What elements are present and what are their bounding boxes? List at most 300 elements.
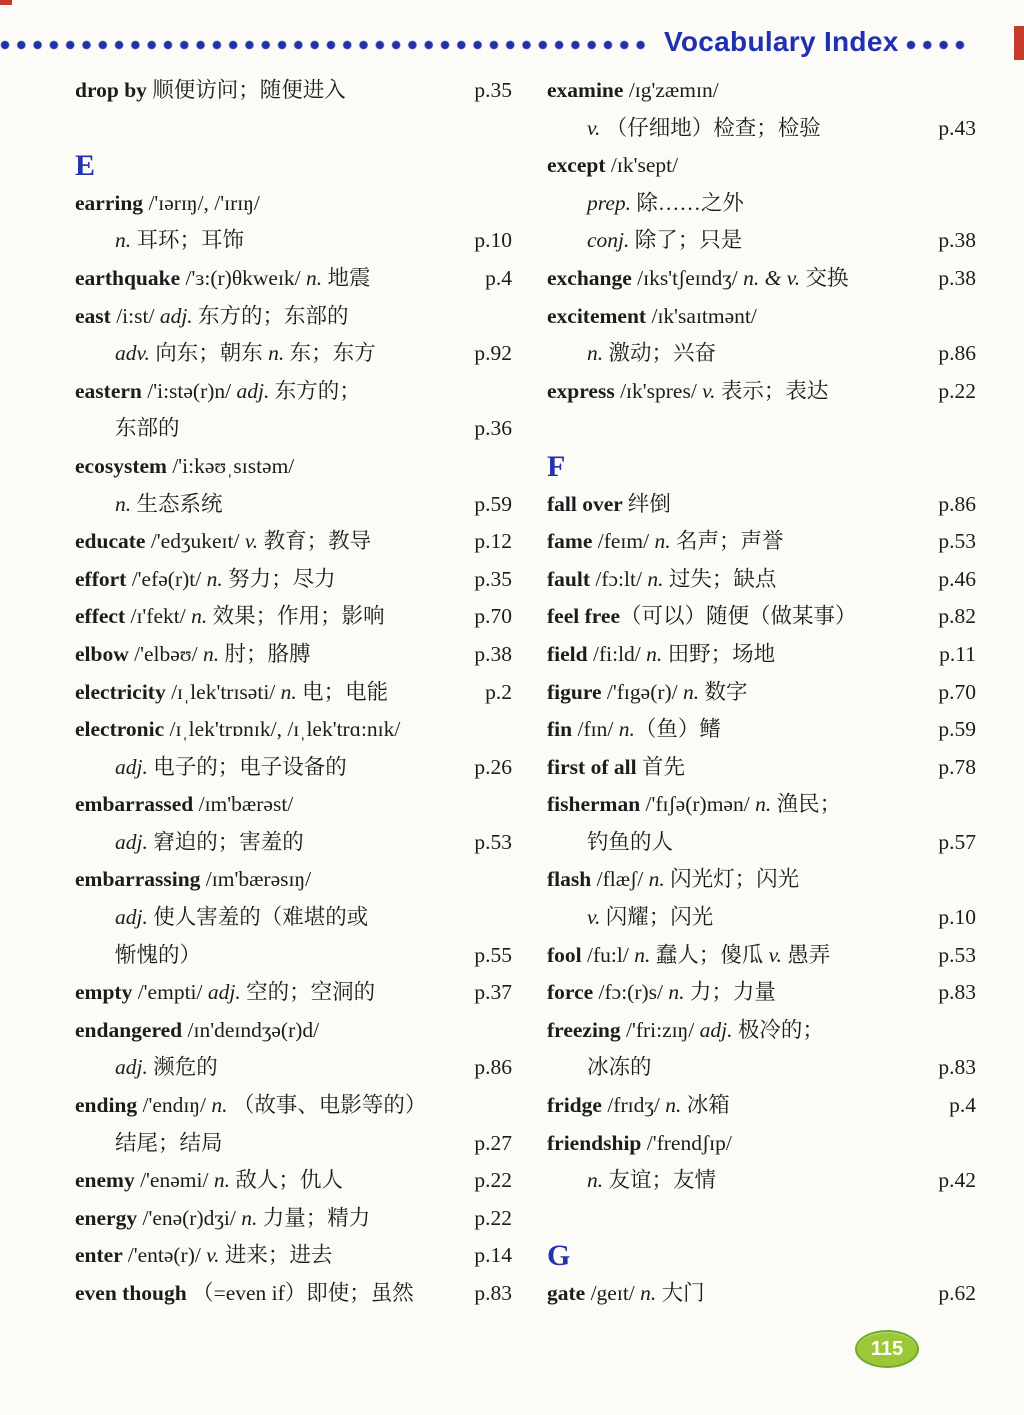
pos-label: adj. — [159, 303, 199, 328]
entry-fragment: 数字 — [704, 679, 748, 704]
vocab-entry-line — [547, 674, 976, 712]
entry-text — [75, 72, 466, 110]
vocab-entry-line — [75, 974, 512, 1012]
entry-text — [75, 711, 512, 749]
pos-label: n. — [587, 341, 609, 366]
pos-label: adj. — [115, 754, 154, 779]
entry-text — [547, 147, 976, 185]
entry-fragment: /fɪn/ — [577, 717, 619, 742]
page-ref: p.86 — [474, 1055, 512, 1080]
headword: fisherman — [547, 792, 646, 817]
page-ref: p.59 — [474, 491, 512, 516]
entry-text — [75, 222, 466, 260]
vocab-entry-line — [547, 899, 976, 937]
entry-fragment: （故事、电影等的） — [232, 1093, 427, 1118]
headword: first of all — [547, 754, 642, 779]
headword: earring — [75, 190, 149, 215]
vocab-entry-line — [75, 1162, 512, 1200]
entry-fragment: 向东；朝东 — [155, 341, 269, 366]
entry-fragment: 窘迫的；害羞的 — [153, 829, 304, 854]
page-edge-mark-top-right — [1014, 26, 1024, 60]
entry-fragment: 顺便访问；随便进入 — [152, 78, 346, 102]
entry-fragment: 钓鱼的人 — [587, 829, 674, 854]
entry-fragment: 愚弄 — [787, 942, 831, 967]
pos-label: v. — [587, 905, 606, 930]
entry-text — [547, 636, 931, 674]
pos-label: n. — [306, 265, 328, 290]
pos-label: n. — [654, 529, 676, 554]
entry-fragment: 耳环；耳饰 — [136, 228, 245, 253]
vocab-entry-line — [547, 937, 976, 975]
spacer-row — [547, 1200, 976, 1238]
headword: elbow — [75, 641, 135, 666]
entry-fragment: /feɪm/ — [597, 529, 655, 554]
vocab-entry-line — [75, 1125, 512, 1163]
entry-fragment: 除了；只是 — [634, 228, 743, 253]
vocab-entry-line — [547, 711, 976, 749]
page-ref: p.92 — [474, 341, 512, 366]
entry-fragment: /ɪn'deɪndʒə(r)d/ — [187, 1017, 320, 1042]
entry-fragment: 极冷的； — [737, 1017, 824, 1042]
page-ref: p.4 — [949, 1093, 976, 1118]
vocab-entry-line — [547, 786, 976, 824]
page-ref: p.53 — [938, 942, 976, 967]
page-ref: p.62 — [938, 1281, 976, 1305]
headword: friendship — [547, 1130, 647, 1155]
pos-label: n. & v. — [743, 265, 806, 290]
page-ref: p.4 — [485, 265, 512, 290]
page-ref: p.53 — [474, 829, 512, 854]
entry-fragment: 力；力量 — [689, 980, 776, 1005]
vocab-entry-line — [547, 1049, 976, 1087]
pos-label: adj. — [207, 980, 247, 1005]
page-ref: p.37 — [474, 980, 512, 1005]
headword: educate — [75, 529, 151, 554]
vocab-entry-line — [547, 72, 976, 110]
pos-label: adj. — [115, 829, 154, 854]
spacer-row — [547, 410, 976, 448]
entry-text — [547, 561, 930, 599]
pos-label: n. — [206, 566, 229, 591]
section-letter: G — [547, 1239, 571, 1273]
vocab-entry-line — [75, 749, 512, 787]
entry-text — [75, 1125, 466, 1163]
entry-text — [75, 824, 466, 862]
headword: field — [547, 641, 593, 666]
entry-fragment: 闪耀；闪光 — [605, 905, 714, 930]
entry-text — [547, 861, 976, 899]
headword: flash — [547, 867, 597, 892]
headword: even though — [75, 1281, 193, 1305]
entry-fragment: 田野；场地 — [667, 641, 776, 666]
vocab-entry-line — [75, 410, 512, 448]
entry-fragment: 交换 — [805, 265, 849, 290]
vocab-entry-line — [75, 598, 512, 636]
vocab-entry-line — [75, 824, 512, 862]
pos-label: n. — [587, 1168, 609, 1193]
entry-fragment: 进来；进去 — [224, 1243, 333, 1268]
vocab-entry-line — [547, 1012, 976, 1050]
entry-fragment: 过失；缺点 — [668, 566, 777, 591]
pos-label: n. — [115, 491, 137, 516]
pos-label: n. — [683, 679, 705, 704]
entry-fragment: 东方的； — [274, 378, 361, 403]
entry-text — [75, 486, 466, 524]
vocab-entry-line — [75, 561, 512, 599]
entry-text — [75, 410, 466, 448]
headword: earthquake — [75, 265, 186, 290]
entry-fragment: /fɔ:(r)s/ — [598, 980, 669, 1005]
entry-fragment: 教育；教导 — [263, 529, 372, 554]
entry-fragment: /ɪk'sept/ — [610, 153, 679, 178]
entry-text — [75, 861, 512, 899]
page-ref: p.22 — [474, 1168, 512, 1193]
entry-fragment: /ɪ'fekt/ — [130, 604, 192, 629]
entry-fragment: 东；东方 — [289, 341, 376, 366]
page-ref: p.83 — [938, 980, 976, 1005]
headword: freezing — [547, 1017, 626, 1042]
entry-fragment: /ɪm'bærəsɪŋ/ — [205, 867, 312, 892]
pos-label: adj. — [236, 378, 275, 403]
vocab-entry-line — [75, 636, 512, 674]
vocab-entry-line — [547, 824, 976, 862]
entry-fragment: （仔细地）检查；检验 — [605, 115, 821, 140]
entry-text — [75, 335, 466, 373]
vocab-entry-line — [75, 711, 512, 749]
vocab-entry-line — [75, 1049, 512, 1087]
entry-fragment: 名声；声誉 — [675, 529, 784, 554]
headword: examine — [547, 78, 629, 102]
headword: east — [75, 303, 117, 328]
section-header-row — [75, 147, 512, 185]
page-edge-mark-top-left — [0, 0, 12, 5]
page-ref: p.35 — [474, 566, 512, 591]
entry-fragment: 首先 — [641, 754, 685, 779]
section-letter: E — [75, 149, 96, 183]
vocab-entry-line — [75, 185, 512, 223]
headword: endangered — [75, 1017, 188, 1042]
pos-label: n. — [115, 228, 137, 253]
pos-label: n. — [648, 867, 671, 892]
pos-label: n. — [241, 1205, 263, 1230]
entry-fragment: 蠢人；傻瓜 — [655, 942, 769, 967]
vocab-entry-line — [75, 448, 512, 486]
page-ref: p.70 — [474, 604, 512, 629]
pos-label: n. — [646, 641, 668, 666]
entry-fragment: /fɔ:lt/ — [595, 566, 648, 591]
entry-fragment: 肘；胳膊 — [224, 641, 311, 666]
section-letter: F — [547, 449, 566, 483]
headword: fridge — [547, 1093, 608, 1118]
pos-label: n. — [755, 792, 777, 817]
entry-fragment: /i:st/ — [116, 303, 160, 328]
pos-label: n. — [665, 1093, 687, 1118]
entry-text — [547, 298, 976, 336]
entry-fragment: /'enəmi/ — [140, 1168, 214, 1193]
pos-label: adj. — [115, 1055, 154, 1080]
entry-fragment: /ɪg'zæmɪn/ — [628, 78, 719, 102]
entry-text — [75, 1200, 466, 1238]
entry-fragment: 东部的 — [115, 416, 180, 441]
entry-text — [547, 824, 930, 862]
vocab-entry-line — [75, 373, 512, 411]
entry-text — [547, 1087, 941, 1125]
column-right — [547, 72, 976, 1313]
page-ref: p.38 — [938, 228, 976, 253]
vocab-entry-line — [547, 335, 976, 373]
page-ref: p.36 — [474, 416, 512, 441]
vocab-entry-line — [547, 561, 976, 599]
page-ref: p.86 — [938, 341, 976, 366]
page-ref: p.10 — [474, 228, 512, 253]
entry-fragment: 惭愧的） — [115, 942, 202, 967]
entry-text — [547, 1275, 930, 1313]
entry-text — [547, 1125, 976, 1163]
entry-text — [547, 523, 930, 561]
entry-text — [547, 937, 930, 975]
page-ref: p.12 — [474, 529, 512, 554]
entry-text — [547, 486, 930, 524]
pos-label: n. — [668, 980, 690, 1005]
entry-fragment: /geɪt/ — [590, 1281, 641, 1305]
pos-label: v. — [244, 529, 264, 554]
entry-fragment: /'i:kəʊˌsɪstəm/ — [172, 453, 295, 478]
entry-fragment: 效果；作用；影响 — [212, 604, 385, 629]
vocab-entry-line — [75, 786, 512, 824]
vocab-entry-line — [75, 937, 512, 975]
entry-fragment: 大门 — [661, 1281, 705, 1305]
entry-text — [547, 1012, 976, 1050]
page-ref: p.82 — [938, 604, 976, 629]
headword: except — [547, 153, 611, 178]
entry-text — [75, 373, 512, 411]
page-ref: p.42 — [938, 1168, 976, 1193]
page-ref: p.11 — [939, 641, 976, 666]
entry-text — [75, 636, 466, 674]
page-ref: p.35 — [474, 78, 512, 102]
vocab-entry-line — [75, 222, 512, 260]
column-left — [75, 72, 512, 1313]
section-header-row — [547, 1237, 976, 1275]
headword: embarrassed — [75, 792, 199, 817]
pos-label: n. — [647, 566, 669, 591]
vocab-entry-line — [75, 1237, 512, 1275]
entry-fragment: /ɪk'spres/ — [620, 378, 703, 403]
headword: empty — [75, 980, 138, 1005]
entry-fragment: 濒危的 — [153, 1055, 218, 1080]
entry-fragment: （=even if）即使；虽然 — [192, 1281, 414, 1305]
page-ref: p.86 — [938, 491, 976, 516]
entry-text — [547, 373, 930, 411]
pos-label: n. — [280, 679, 303, 704]
headword: enter — [75, 1243, 128, 1268]
entry-text — [547, 185, 976, 223]
entry-fragment: /'fri:zɪŋ/ — [626, 1017, 700, 1042]
vocab-entry-line — [75, 72, 512, 110]
entry-text — [75, 1237, 466, 1275]
pos-label: n. — [618, 717, 635, 742]
entry-text — [75, 786, 512, 824]
entry-fragment: 除……之外 — [636, 190, 744, 215]
entry-fragment: /'efə(r)t/ — [131, 566, 207, 591]
entry-fragment: /'fɪʃə(r)mən/ — [645, 792, 756, 817]
entry-fragment: （可以）随便（做某事） — [620, 604, 857, 629]
entry-text — [75, 523, 466, 561]
headword: embarrassing — [75, 867, 206, 892]
entry-fragment: /fu:l/ — [587, 942, 635, 967]
entry-fragment: 电子的；电子设备的 — [153, 754, 347, 779]
vocab-entry-line — [75, 1275, 512, 1313]
entry-text — [75, 448, 512, 486]
vocab-entry-line — [75, 260, 512, 298]
page-ref: p.59 — [938, 717, 976, 742]
entry-fragment: 东方的；东部的 — [198, 303, 349, 328]
entry-fragment: /'entə(r)/ — [127, 1243, 207, 1268]
vocab-entry-line — [547, 861, 976, 899]
vocab-entry-line — [547, 598, 976, 636]
entry-text — [547, 749, 930, 787]
headword: enemy — [75, 1168, 141, 1193]
pos-label: v. — [768, 942, 788, 967]
vocab-entry-line — [75, 861, 512, 899]
entry-text — [75, 185, 512, 223]
headword: gate — [547, 1281, 591, 1305]
entry-text — [75, 260, 477, 298]
entry-fragment: 电；电能 — [302, 679, 389, 704]
entry-text — [547, 1162, 930, 1200]
entry-fragment: 友谊；友情 — [608, 1168, 717, 1193]
pos-label: v. — [702, 378, 721, 403]
page-ref: p.22 — [938, 378, 976, 403]
entry-text — [547, 72, 976, 110]
pos-label: prep. — [587, 190, 637, 215]
entry-fragment: 冰冻的 — [587, 1055, 652, 1080]
entry-fragment: 激动；兴奋 — [608, 341, 717, 366]
entry-text — [547, 899, 930, 937]
headword: fault — [547, 566, 596, 591]
vocab-entry-line — [547, 523, 976, 561]
vocab-entry-line — [547, 974, 976, 1012]
vocab-entry-line — [547, 1275, 976, 1313]
entry-fragment: 绊倒 — [627, 491, 671, 516]
entry-fragment: 生态系统 — [136, 491, 223, 516]
pos-label: adv. — [115, 341, 156, 366]
page-ref: p.53 — [938, 529, 976, 554]
entry-text — [75, 1275, 466, 1313]
vocab-entry-line — [547, 486, 976, 524]
headword: ending — [75, 1093, 143, 1118]
entry-fragment: /'elbəʊ/ — [134, 641, 203, 666]
header-dotted-rule-right — [906, 39, 968, 51]
vocab-entry-line — [547, 185, 976, 223]
vocab-entry-line — [75, 674, 512, 712]
vocab-entry-line — [547, 373, 976, 411]
pos-label: v. — [587, 115, 606, 140]
entry-fragment: /'endɪŋ/ — [142, 1093, 212, 1118]
entry-text — [547, 222, 930, 260]
vocab-entry-line — [547, 260, 976, 298]
pos-label: n. — [202, 641, 225, 666]
headword: drop by — [75, 78, 153, 102]
headword: fall over — [547, 491, 628, 516]
entry-text — [75, 749, 466, 787]
page-ref: p.27 — [474, 1130, 512, 1155]
vocab-entry-line — [75, 1200, 512, 1238]
entry-text — [75, 974, 466, 1012]
entry-text — [75, 899, 512, 937]
pos-label: n. — [268, 341, 290, 366]
entry-fragment: /frɪdʒ/ — [607, 1093, 666, 1118]
headword: effect — [75, 604, 131, 629]
headword: fool — [547, 942, 588, 967]
entry-text — [75, 1087, 512, 1125]
entry-text — [547, 598, 930, 636]
entry-fragment: /'frendʃɪp/ — [646, 1130, 732, 1155]
pos-label: n. — [634, 942, 656, 967]
headword: energy — [75, 1205, 143, 1230]
headword: feel free — [547, 604, 620, 629]
headword: excitement — [547, 303, 652, 328]
entry-fragment: （鱼）鳍 — [634, 717, 721, 742]
entry-fragment: 渔民； — [776, 792, 842, 817]
entry-fragment: /'i:stə(r)n/ — [147, 378, 237, 403]
entry-text — [75, 298, 512, 336]
entry-fragment: /'ɜ:(r)θkweɪk/ — [185, 265, 307, 290]
pos-label: adj. — [115, 905, 154, 930]
entry-fragment: /ɪˌlek'trɪsəti/ — [171, 679, 281, 704]
pos-label: n. — [211, 1093, 233, 1118]
entry-text — [75, 937, 466, 975]
vocab-entry-line — [75, 298, 512, 336]
entry-text — [547, 110, 930, 148]
vocab-entry-line — [547, 222, 976, 260]
vocab-entry-line — [547, 749, 976, 787]
entry-text — [547, 1049, 930, 1087]
page-ref: p.38 — [474, 641, 512, 666]
vocab-entry-line — [547, 1162, 976, 1200]
vocab-entry-line — [547, 1125, 976, 1163]
vocab-entry-line — [75, 1012, 512, 1050]
page-ref: p.43 — [938, 115, 976, 140]
page-ref: p.46 — [938, 566, 976, 591]
entry-text — [75, 1162, 466, 1200]
page-ref: p.70 — [938, 679, 976, 704]
page-ref: p.22 — [474, 1205, 512, 1230]
vocab-entry-line — [75, 899, 512, 937]
entry-text — [547, 974, 930, 1012]
entry-text — [75, 674, 477, 712]
entry-fragment: /fi:ld/ — [592, 641, 647, 666]
vocab-entry-line — [75, 335, 512, 373]
entry-fragment: 力量；精力 — [262, 1205, 371, 1230]
entry-fragment: /'enə(r)dʒi/ — [142, 1205, 242, 1230]
entry-fragment: /'fɪgə(r)/ — [606, 679, 684, 704]
entry-fragment: 空的；空洞的 — [246, 980, 376, 1005]
pos-label: v. — [206, 1243, 225, 1268]
section-header-row — [547, 448, 976, 486]
entry-text — [75, 1012, 512, 1050]
vocab-entry-line — [75, 486, 512, 524]
headword: electricity — [75, 679, 172, 704]
entry-fragment: /'edʒukeɪt/ — [150, 529, 245, 554]
page-ref: p.55 — [474, 942, 512, 967]
page-ref: p.57 — [938, 829, 976, 854]
pos-label: n. — [640, 1281, 662, 1305]
vocab-entry-line — [75, 523, 512, 561]
headword: eastern — [75, 378, 148, 403]
entry-fragment: /ɪk'saɪtmənt/ — [651, 303, 757, 328]
entry-text — [547, 711, 930, 749]
